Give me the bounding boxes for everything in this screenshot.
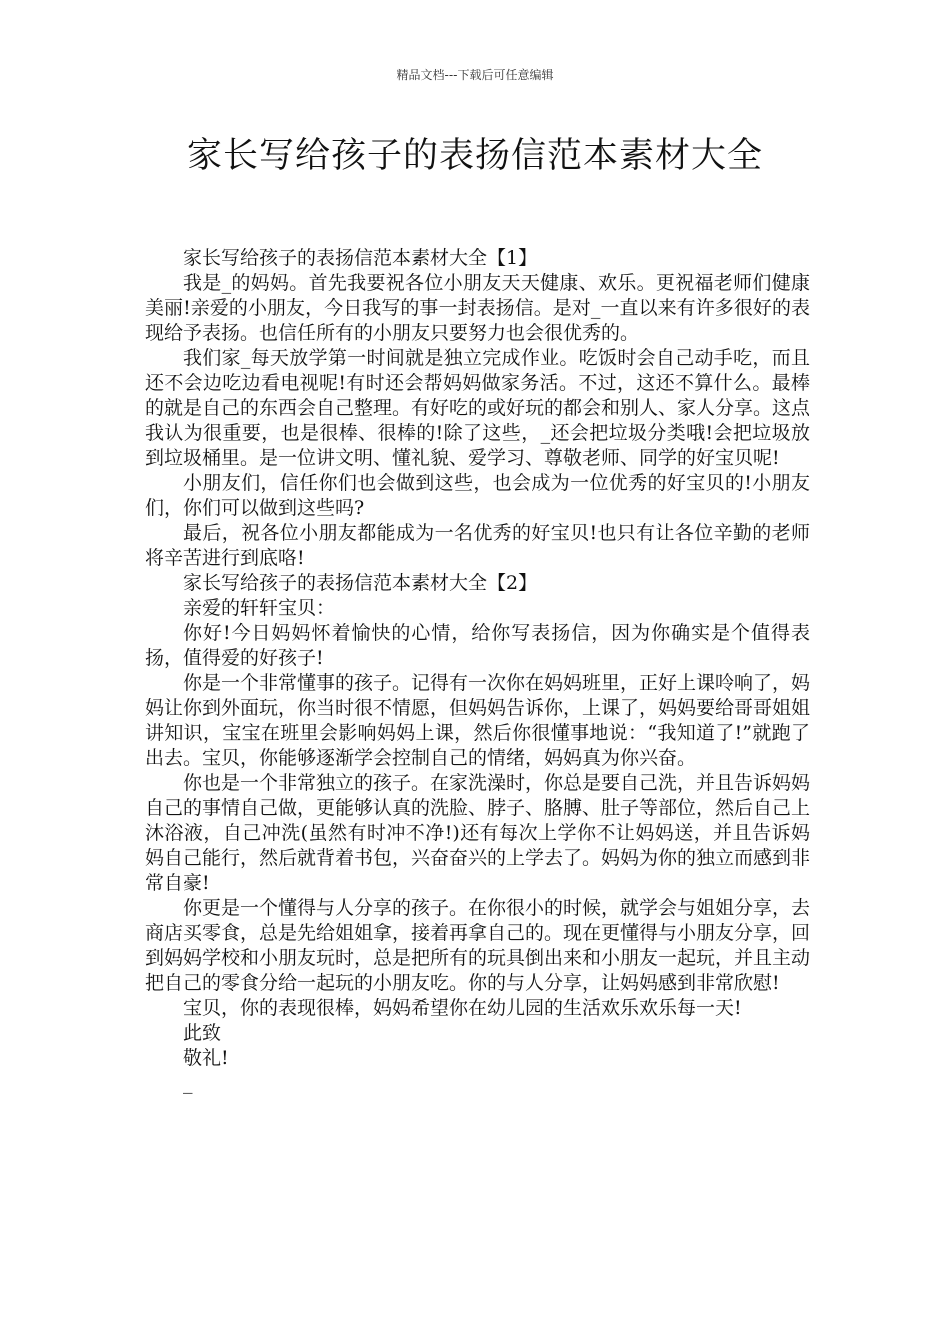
paragraph: 你好!今日妈妈怀着愉快的心情，给你写表扬信，因为你确实是个值得表扬，值得爱的好孩子!: [145, 622, 810, 669]
page-title: 家长写给孩子的表扬信范本素材大全: [186, 136, 763, 176]
paragraph: 小朋友们，信任你们也会做到这些，也会成为一位优秀的好宝贝的!小朋友们，你们可以做到这些吗?: [145, 472, 810, 519]
salutation: 亲爱的轩轩宝贝：: [183, 597, 336, 619]
signature-placeholder: _: [183, 1072, 193, 1094]
paragraph: 你是一个非常懂事的孩子。记得有一次你在妈妈班里，正好上课呤响了，妈妈让你到外面玩，你当时很不情愿，但妈妈告诉你，上课了，妈妈要给哥哥姐姐讲知识，宝宝在班里会影响妈妈上课，然后你很懂事地说：“我知道了!”就跑了出去。宝贝，你能够逐渐学会控制自己的情绪，妈妈真为你兴奋。: [145, 672, 811, 769]
page-header: 精品文档---下载后可任意编辑: [396, 68, 554, 82]
closing-line: 敬礼!: [183, 1047, 229, 1069]
section-heading-2: 家长写给孩子的表扬信范本素材大全【2】: [183, 572, 538, 594]
document-body: [145, 246, 810, 1096]
paragraph: 你也是一个非常独立的孩子。在家洗澡时，你总是要自己洗，并且告诉妈妈自己的事情自己做，更能够认真的洗脸、脖子、胳膊、肚子等部位，然后自己上沐浴液，自己冲洗(虽然有时冲不净!)还有每次上学你不让妈妈送，并且告诉妈妈自己能行，然后就背着书包，兴奋奋兴的上学去了。妈妈为你的独立而感到非常自豪!: [145, 772, 811, 894]
paragraph: 我们家_每天放学第一时间就是独立完成作业。吃饭时会自己动手吃，而且还不会边吃边看电视呢!有时还会帮妈妈做家务活。不过，这还不算什么。最棒的就是自己的东西会自己整理。有好吃的或好玩的都会和别人、家人分享。这点我认为很重要，也是很棒、很棒的!除了这些，_还会把垃圾分类哦!会把垃圾放到垃圾桶里。是一位讲文明、懂礼貌、爱学习、尊敬老师、同学的好宝贝呢!: [145, 347, 811, 469]
paragraph: 最后，祝各位小朋友都能成为一名优秀的好宝贝!也只有让各位辛勤的老师将辛苦进行到底咯!: [145, 522, 810, 569]
paragraph: 你更是一个懂得与人分享的孩子。在你很小的时候，就学会与姐姐分享，去商店买零食，总是先给姐姐拿，接着再拿自己的。现在更懂得与小朋友分享，回到妈妈学校和小朋友玩时，总是把所有的玩具倒出来和小朋友一起玩，并且主动把自己的零食分给一起玩的小朋友吃。你的与人分享，让妈妈感到非常欣慰!: [145, 897, 811, 994]
paragraph: 我是_的妈妈。首先我要祝各位小朋友天天健康、欢乐。更祝福老师们健康美丽!亲爱的小朋友，今日我写的事一封表扬信。是对_一直以来有许多很好的表现给予表扬。也信任所有的小朋友只要努力也会很优秀的。: [145, 272, 810, 344]
paragraph: 宝贝，你的表现很棒，妈妈希望你在幼儿园的生活欢乐欢乐每一天!: [183, 997, 742, 1019]
closing-line: 此致: [183, 1022, 222, 1044]
section-heading-1: 家长写给孩子的表扬信范本素材大全【1】: [183, 247, 538, 269]
